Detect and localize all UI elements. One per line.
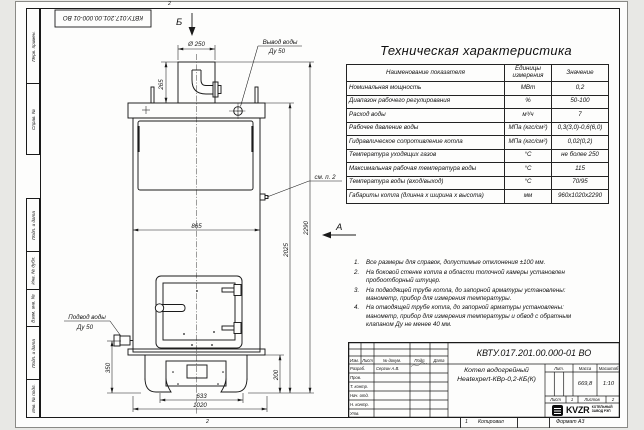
margin-label: Подп. и дата <box>30 210 36 240</box>
inlet-label-line2: Ду 50 <box>76 324 94 331</box>
row-unit: МПа (кгс/см²) <box>505 136 552 150</box>
row-unit: МПа (кгс/см²) <box>505 122 552 136</box>
note-item <box>352 259 592 267</box>
kvzr-brand-text: KVZR <box>565 405 590 415</box>
margin-label: Инв. № подл. <box>30 384 36 413</box>
rotated-doc-number: КВТУ.017.201.00.000-01 ВО <box>62 14 144 21</box>
table-header-row <box>347 65 609 82</box>
note-number: 2. <box>354 268 360 276</box>
note-number: 1. <box>354 259 360 266</box>
tb-sheets-label: Листов <box>584 397 600 402</box>
kvzr-logo-icon <box>552 405 563 416</box>
table-row <box>347 82 609 96</box>
table-row <box>347 176 609 190</box>
row-value: 70/95 <box>552 176 609 190</box>
note-item <box>352 269 592 285</box>
table-row <box>347 163 609 177</box>
row-name: Гидравлическое сопротивление котла <box>347 136 505 150</box>
tb-row-ncontrol: Н. контр. <box>350 402 369 407</box>
row-name: Расход воды <box>347 109 505 123</box>
row-name: Номинальная мощность <box>347 82 505 96</box>
margin-label: Взам. инв. № <box>30 293 36 323</box>
row-unit: °С <box>505 176 552 190</box>
margin-cell-first-application <box>26 8 40 84</box>
zone-label-bottom-right: 1 <box>465 419 468 425</box>
row-unit: °С <box>505 163 552 177</box>
footer-tick <box>517 418 518 428</box>
tb-row-approved: Утв. <box>350 411 360 416</box>
kvzr-sub-line1: КОТЕЛЬНЫЙ <box>591 405 613 410</box>
tb-col-list: Лист <box>362 357 373 363</box>
note-text: На боковой стенке котла в области топочной камеры установлен пробоотборный штуцер. <box>366 268 565 284</box>
tb-sheet-label: Лист <box>550 397 561 402</box>
tb-row-developed: Разраб. <box>350 366 366 371</box>
zone-label-bottom-left: 2 <box>206 419 209 425</box>
view-b-label: Б <box>176 17 183 28</box>
footer-tick <box>549 418 550 428</box>
tb-product-line1: Котел водогрейный <box>464 367 529 374</box>
row-name: Диапазон рабочего регулирования <box>347 95 505 109</box>
margin-cell-ref-number <box>26 83 40 155</box>
row-unit: м³/ч <box>505 109 552 123</box>
view-a-label: А <box>336 222 343 233</box>
row-value: 50-100 <box>552 95 609 109</box>
note-text: На подводящей трубе котла, до запорной арматуры установлены: манометр, прибор для измерения температуры. <box>366 286 566 302</box>
note-item <box>352 304 592 329</box>
dim-865: 865 <box>191 223 202 230</box>
tb-doc-number: КВТУ.017.201.00.000-01 ВО <box>476 348 592 358</box>
note-text: На отводящей трубе котла, до запорной арматуры установлены: манометр, прибор для измерения температуры и обвод с обратным клапаном Ду не менее 40 мм. <box>366 304 572 328</box>
dim-200: 200 <box>273 369 280 381</box>
table-row <box>347 136 609 150</box>
tb-col-sign: Подп. <box>414 357 426 363</box>
tb-developer-name: Сергин А.В. <box>376 366 400 371</box>
notes-list <box>352 259 592 331</box>
tb-scale-value: 1:10 <box>602 381 615 387</box>
tb-col-docnum: № докум. <box>382 357 402 363</box>
tb-mass-label: Масса <box>578 365 592 371</box>
margin-cell-inv-orig <box>26 379 40 418</box>
kvzr-brand-subtext <box>592 406 613 413</box>
margin-cell-repl-inv <box>26 289 40 327</box>
dim-633: 633 <box>196 393 207 400</box>
tb-product-name <box>448 366 545 384</box>
table-row <box>347 122 609 136</box>
see-note-callout: см. п. 2 <box>314 174 336 181</box>
tb-sheets-number: 2 <box>611 397 615 402</box>
col-header-unit: Единицы измерения <box>505 65 552 82</box>
col-header-name: Наименование показателя <box>347 65 505 82</box>
row-value: 960х1020х2290 <box>552 190 609 204</box>
zone-label-top: 2 <box>168 1 171 7</box>
margin-label: Перв. примен. <box>30 30 36 62</box>
row-value: 0,3(3,0)-0,6(6,0) <box>552 122 609 136</box>
footer-copied-label: Копировал <box>478 419 504 425</box>
dim-350: 350 <box>105 362 112 374</box>
dim-2290: 2290 <box>303 221 310 235</box>
row-name: Максимальная рабочая температура воды <box>347 163 505 177</box>
row-value: 115 <box>552 163 609 177</box>
outlet-label-line2: Ду 50 <box>268 48 286 55</box>
tb-sheet-number: 1 <box>570 397 574 402</box>
col-header-value: Значение <box>552 65 609 82</box>
dim-2025: 2025 <box>283 243 290 257</box>
spec-table <box>346 64 609 204</box>
row-unit: мм <box>505 190 552 204</box>
note-text: Все размеры для справок, допустимые отклонения ±100 мм. <box>366 259 546 266</box>
table-row <box>347 109 609 123</box>
note-item <box>352 287 592 303</box>
dim-1020: 1020 <box>193 402 207 409</box>
dim-265: 265 <box>158 79 165 90</box>
tb-row-tcontrol: Т. контр. <box>350 384 369 389</box>
tb-scale-label: Масштаб <box>598 365 619 371</box>
inlet-label-line1: Подвод воды <box>68 314 106 321</box>
tb-col-date: Дата <box>433 357 445 363</box>
row-value: 0,02(0,2) <box>552 136 609 150</box>
footer-format-label: Формат А3 <box>556 419 585 425</box>
table-row <box>347 149 609 163</box>
table-row <box>347 190 609 204</box>
footer-tick <box>460 418 461 428</box>
margin-cell-inv-dupl <box>26 251 40 290</box>
dim-chimney-diameter: Ø 250 <box>188 41 205 48</box>
row-name: Температура воды (вход/выход) <box>347 176 505 190</box>
note-number: 3. <box>354 286 360 294</box>
row-unit: МВт <box>505 82 552 96</box>
tb-row-checked: Пров. <box>350 375 362 380</box>
kvzr-sub-line2: ЗАВОД РЭП <box>591 409 611 413</box>
margin-label: Справ. № <box>30 108 36 130</box>
margin-cell-sign-date-1 <box>26 198 40 252</box>
margin-label: Подп. и дата <box>30 338 36 368</box>
row-name: Рабочее давление воды <box>347 122 505 136</box>
note-number: 4. <box>354 304 360 312</box>
tb-col-izm: Изм. <box>350 357 359 363</box>
row-value: 0,2 <box>552 82 609 96</box>
tb-row-dept-head: Нач. отд. <box>350 393 369 398</box>
row-value: 7 <box>552 109 609 123</box>
tb-mass-value: 669,8 <box>577 381 593 387</box>
row-unit: °С <box>505 149 552 163</box>
manufacturer-logo <box>546 403 619 417</box>
row-name: Температура уходящих газов <box>347 149 505 163</box>
table-row <box>347 95 609 109</box>
margin-cell-sign-date-2 <box>26 326 40 380</box>
tb-product-line2: Heatexpert-КВр-0,2-КБ(К) <box>457 376 536 384</box>
outlet-label-line1: Вывод воды <box>262 39 298 46</box>
row-value: не более 250 <box>552 149 609 163</box>
margin-label: Инв. № дубл. <box>30 256 36 285</box>
tb-lit-label: Лит. <box>554 365 564 371</box>
spec-table-title: Техническая характеристика <box>380 43 572 58</box>
row-unit: % <box>505 95 552 109</box>
row-name: Габариты котла (длинна х ширина х высота) <box>347 190 505 204</box>
